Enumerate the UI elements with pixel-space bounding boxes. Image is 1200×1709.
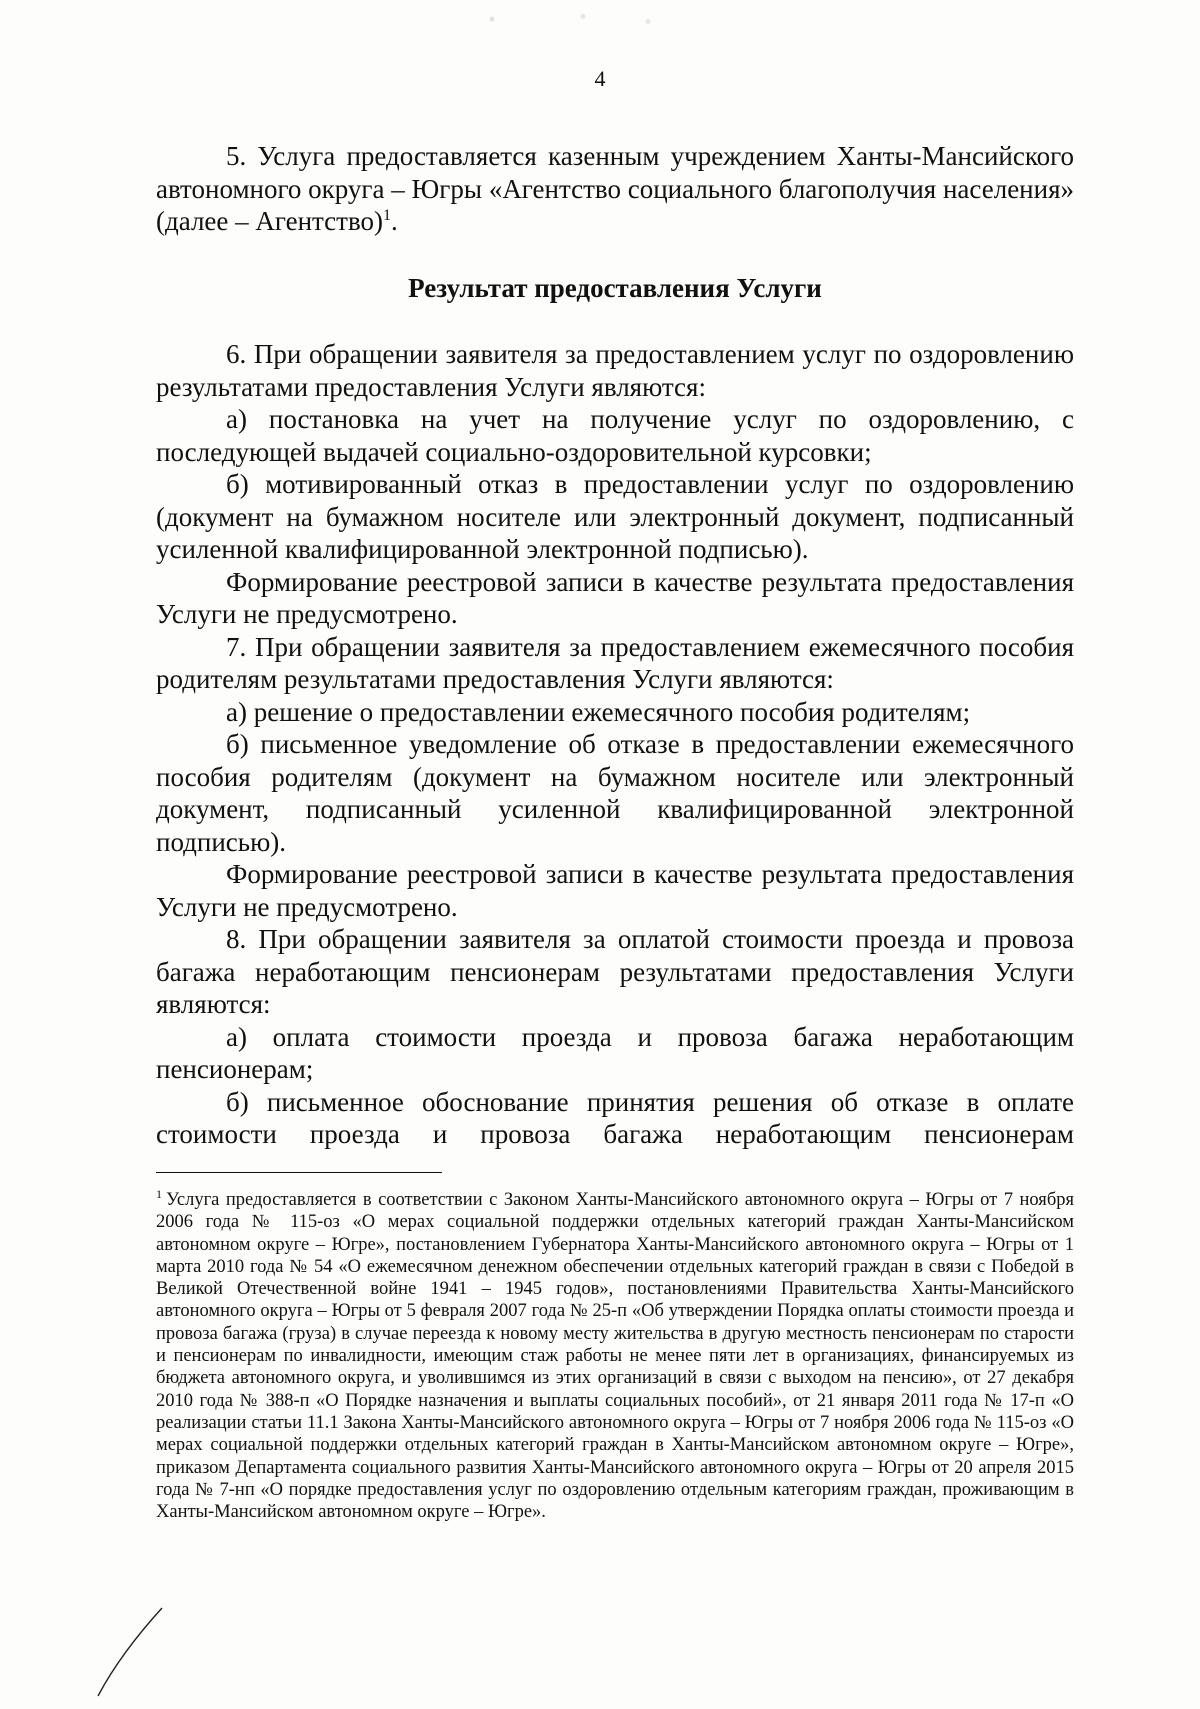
paragraph-5-text: 5. Услуга предоставляется казенным учреждением Ханты-Мансийского автономного округа – Югры «Агентство социального благополучия населения» (далее – Агентство): [156, 141, 1074, 236]
paragraph-6b: б) мотивированный отказ в предоставлении услуг по оздоровлению (документ на бумажном носителе или электронный документ, подписанный усиленной квалифицированной электронной подписью).: [156, 469, 1074, 564]
paragraph-7: 7. При обращении заявителя за предоставлением ежемесячного пособия родителям результатами предоставления Услуги являются:: [156, 631, 1074, 694]
footnote-text: Услуга предоставляется в соответствии с Законом Ханты-Мансийского автономного округа – Югры от 7 ноября 2006 года № 115-оз «О мерах социальной поддержки отдельных категорий граждан Ханты-Мансийском автономном округе – Югре», постановлением Губернатора Ханты-Мансийского автономного округа – Югры от 1 марта 2010 года № 54 «О ежемесячном денежном обеспечении отдельных категорий граждан в связи с Победой в Великой Отечественной войне 1941 – 1945 годов», постановлениями Правительства Ханты-Мансийского автономного округа – Югры от 5 февраля 2007 года № 25-п «Об утверждении Порядка оплаты стоимости проезда и провоза багажа (груза) в случае переезда к новому месту жительства в другую местность пенсионерам по старости и пенсионерам по инвалидности, имеющим стаж работы не менее пяти лет в организациях, финансируемых из бюджета автономного округа, и уволившимся из этих организаций в связи с выходом на пенсию», от 27 декабря 2010 года № 388-п «О Порядке назначения и выплаты социальных пособий», от 21 января 2011 года № 17-п «О реализации статьи 11.1 Закона Ханты-Мансийского автономного округа – Югры от 7 ноября 2006 года № 115-оз «О мерах социальной поддержки отдельных категорий граждан в Ханты-Мансийском автономном округе – Югре», приказом Департамента социального развития Ханты-Мансийского автономного округа – Югры от 20 апреля 2015 года № 7-нп «О порядке предоставления услуг по оздоровлению отдельным категориям граждан, проживающим в Ханты-Мансийском автономном округе – Югре».: [156, 1190, 1074, 1523]
paragraph-6a: а) постановка на учет на получение услуг по оздоровлению, с последующей выдачей социально-оздоровительной курсовки;: [156, 404, 1074, 467]
paragraph-5: [156, 140, 1074, 238]
paragraph-8b: б) письменное обоснование принятия решения об отказе в оплате стоимости проезда и провоза багажа неработающим пенсионерам: [156, 1086, 1074, 1149]
paragraph-7a: а) решение о предоставлении ежемесячного пособия родителям;: [226, 696, 971, 727]
section-heading: Результат предоставления Услуги: [408, 272, 822, 303]
footnote-mark: 1: [156, 1186, 162, 1201]
paragraph-6: 6. При обращении заявителя за предоставлением услуг по оздоровлению результатами предоставления Услуги являются:: [156, 339, 1074, 402]
paragraph-7b: б) письменное уведомление об отказе в предоставлении ежемесячного пособия родителям (документ на бумажном носителе или электронный документ, подписанный усиленной квалифицированной электронной подписью).: [156, 729, 1074, 857]
footnote: [156, 1186, 1074, 1523]
footnote-divider: [156, 1172, 442, 1173]
scan-noise: [440, 6, 700, 32]
pen-mark: [92, 1600, 172, 1700]
document-body: [156, 140, 1074, 1151]
paragraph-7-registry: Формирование реестровой записи в качестве результата предоставления Услуги не предусмотрено.: [156, 859, 1074, 922]
footnote-reference[interactable]: 1: [383, 207, 392, 224]
page-number: 4: [594, 66, 606, 91]
paragraph-5-end: .: [391, 206, 398, 236]
paragraph-8: 8. При обращении заявителя за оплатой стоимости проезда и провоза багажа неработающим пенсионерам результатами предоставления Услуги являются:: [156, 924, 1074, 1019]
paragraph-6-registry: Формирование реестровой записи в качестве результата предоставления Услуги не предусмотрено.: [156, 566, 1074, 629]
paragraph-8a: а) оплата стоимости проезда и провоза багажа неработающим пенсионерам;: [156, 1021, 1074, 1084]
